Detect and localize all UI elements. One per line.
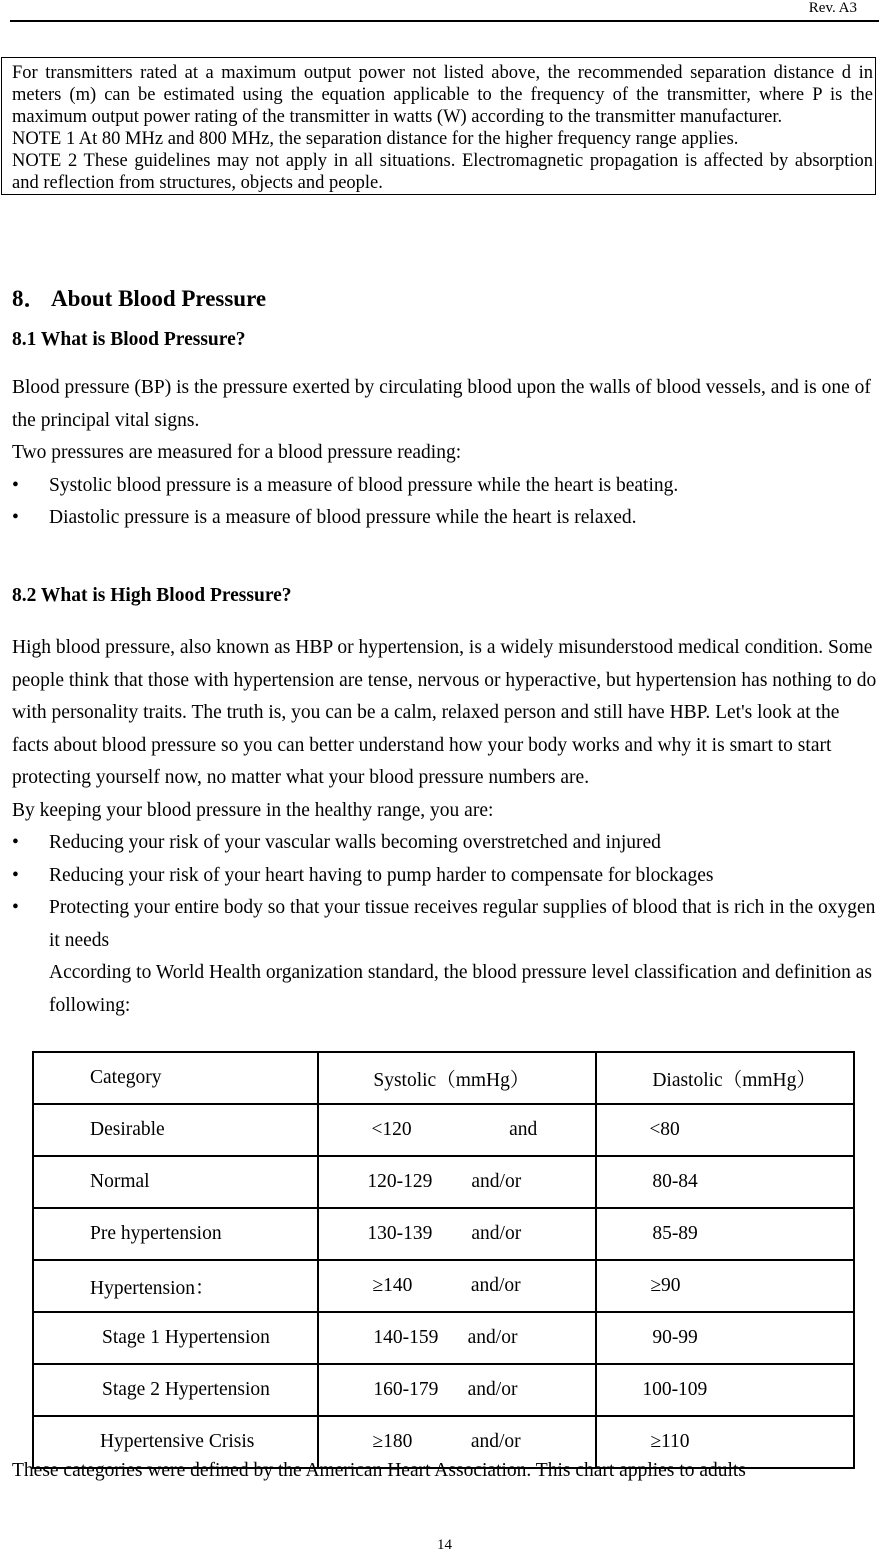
bullet-icon: • [12,864,19,886]
category-cell: Hypertension： [33,1260,318,1312]
note-2: NOTE 2 These guidelines may not apply in all situations. Electromagnetic propagation is affected by absorption and reflection from structures, objects and people. [12,151,873,193]
bullet-icon: • [12,474,19,496]
bullet-icon: • [12,832,19,853]
table-row [33,1156,854,1208]
revision-label: Rev. A3 [808,0,857,16]
diastolic-cell: ≥110 [596,1416,854,1468]
diastolic-cell: 80-84 [596,1156,854,1208]
section-8-1-body [12,372,878,535]
header-category: Category [33,1052,318,1104]
bp-classification-table [32,1051,855,1469]
aha-footnote: These categories were defined by the American Heart Association. This chart applies to adults [12,1460,746,1481]
section-8-heading: 8． About Blood Pressure [12,286,267,311]
diastolic-cell: ≥90 [596,1260,854,1312]
section-8-2-heading: 8.2 What is High Blood Pressure? [12,585,292,606]
systolic-cell: ≥180 and/or [318,1416,596,1468]
bullet-icon: • [12,507,19,528]
systolic-cell: ≥140 and/or [318,1260,596,1312]
healthy-range-intro: By keeping your blood pressure in the healthy range, you are: [12,799,494,821]
diastolic-cell: 100-109 [596,1364,854,1416]
section-8-1-heading: 8.1 What is Blood Pressure? [12,329,246,350]
category-cell: Hypertensive Crisis [33,1416,318,1468]
bullet-icon: • [12,897,19,918]
category-cell: Desirable [33,1104,318,1156]
emc-note-box [1,57,876,195]
header-rule [10,20,879,22]
category-cell: Normal [33,1156,318,1208]
header-diastolic: Diastolic（mmHg） [596,1052,854,1104]
systolic-cell: 160-179 and/or [318,1364,596,1416]
diastolic-cell: 90-99 [596,1312,854,1364]
table-row [33,1312,854,1364]
header-systolic: Systolic（mmHg） [318,1052,596,1104]
category-cell: Stage 2 Hypertension [33,1364,318,1416]
list-item: • Reducing your risk of your heart having to pump harder to compensate for blockages [12,860,878,893]
category-cell: Pre hypertension [33,1208,318,1260]
systolic-cell: 140-159 and/or [318,1312,596,1364]
table-row [33,1104,854,1156]
bp-definition-paragraph: Blood pressure (BP) is the pressure exerted by circulating blood upon the walls of blood vessels, and is one of the principal vital signs. [12,377,871,431]
diastolic-cell: <80 [596,1104,854,1156]
table-row [33,1208,854,1260]
systolic-cell: 130-139 and/or [318,1208,596,1260]
who-classification-text: According to World Health organization standard, the blood pressure level classification and definition as following: [49,962,872,1016]
table-row [33,1364,854,1416]
diastolic-cell: 85-89 [596,1208,854,1260]
list-item: • Reducing your risk of your vascular walls becoming overstretched and injured [12,827,878,860]
section-8-2-body [12,632,878,1022]
hbp-paragraph: High blood pressure, also known as HBP or hypertension, is a widely misunderstood medical condition. Some people think that those with hypertension are tense, nervous or hyperactive, but hypertension has nothing to do with personality traits. The truth is, you can be a calm, relaxed person and still have HBP. Let's look at the facts about blood pressure so you can better understand how your body works and why it is smart to start protecting yourself now, no matter what your blood pressure numbers are. [12,637,877,788]
two-pressures-intro: Two pressures are measured for a blood pressure reading: [12,442,462,463]
list-item: • Protecting your entire body so that your tissue receives regular supplies of blood that is rich in the oxygen it needs [12,892,878,957]
page-number: 14 [437,1537,452,1553]
table-row [33,1260,854,1312]
systolic-cell: 120-129 and/or [318,1156,596,1208]
category-cell: Stage 1 Hypertension [33,1312,318,1364]
note-1: NOTE 1 At 80 MHz and 800 MHz, the separation distance for the higher frequency range applies. [12,129,739,149]
list-item: • Diastolic pressure is a measure of blood pressure while the heart is relaxed. [12,502,878,535]
note-paragraph: For transmitters rated at a maximum output power not listed above, the recommended separation distance d in meters (m) can be estimated using the equation applicable to the frequency of the transmitter, where P is the maximum output power rating of the transmitter in watts (W) according to the transmitter manufacturer. [12,63,873,127]
table-header-row [33,1052,854,1104]
systolic-cell: <120 and [318,1104,596,1156]
list-item: • Systolic blood pressure is a measure of blood pressure while the heart is beating. [12,470,878,503]
